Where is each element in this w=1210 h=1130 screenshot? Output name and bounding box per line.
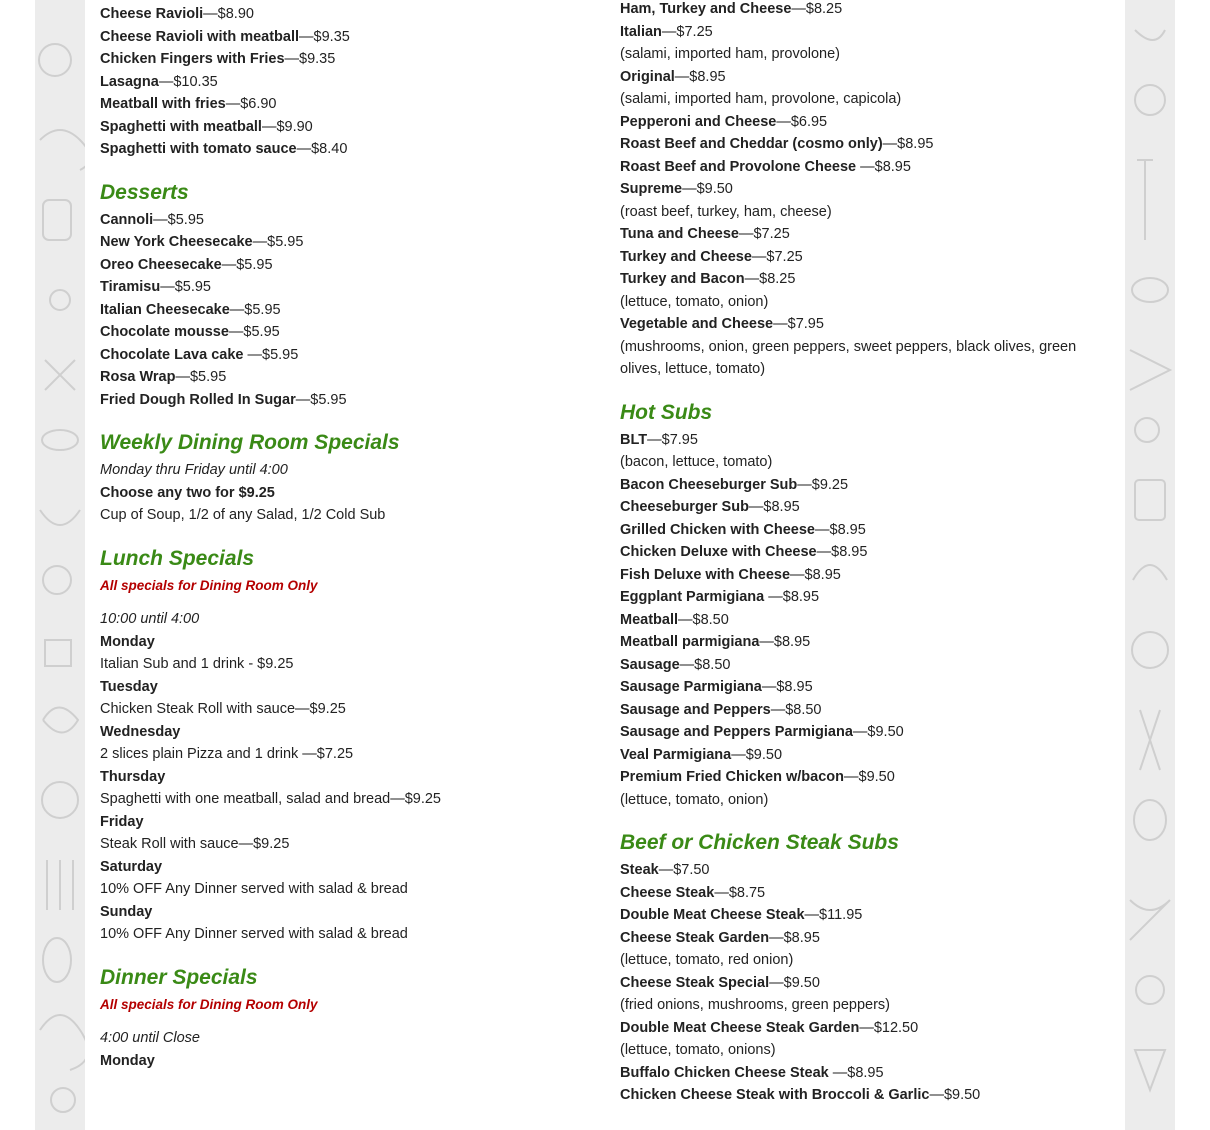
- list-item: Sausage Parmigiana—$8.95: [620, 679, 813, 695]
- weekly-offer: Choose any two for $9.25: [100, 484, 275, 501]
- list-item: Double Meat Cheese Steak—$11.95: [620, 907, 863, 923]
- dining-room-note: All specials for Dining Room Only: [100, 996, 318, 1012]
- list-item: Sausage and Peppers—$8.50: [620, 701, 822, 718]
- list-item: Meatball—$8.50: [620, 611, 729, 628]
- list-item: Oreo Cheesecake—$5.95: [100, 256, 273, 273]
- list-item: Chocolate Lava cake —$5.95: [100, 346, 299, 363]
- kitchen-doodle-pattern-left: [35, 0, 85, 1130]
- day-special: 10% OFF Any Dinner served with salad & bread: [100, 881, 408, 897]
- list-item: Veal Parmigiana—$9.50: [620, 746, 783, 763]
- list-item: Grilled Chicken with Cheese—$8.95: [620, 521, 866, 538]
- list-item: Spaghetti with tomato sauce—$8.40: [100, 141, 348, 157]
- list-item: Bacon Cheeseburger Sub—$9.25: [620, 476, 849, 493]
- lunch-days-list: [100, 631, 600, 946]
- item-description: (roast beef, turkey, ham, cheese): [620, 203, 832, 220]
- list-item: Turkey and Cheese—$7.25: [620, 248, 803, 265]
- item-description: (bacon, lettuce, tomato): [620, 454, 773, 470]
- item-description: (lettuce, tomato, onions): [620, 1042, 776, 1058]
- weekly-detail: Cup of Soup, 1/2 of any Salad, 1/2 Cold Sub: [100, 507, 386, 523]
- list-item: Cannoli—$5.95: [100, 211, 204, 228]
- list-item: Italian—$7.25: [620, 23, 713, 40]
- dining-room-note: All specials for Dining Room Only: [100, 577, 318, 593]
- list-item: Cheese Ravioli—$8.90: [100, 6, 254, 22]
- item-description: (lettuce, tomato, onion): [620, 293, 769, 310]
- list-item: Eggplant Parmigiana —$8.95: [620, 589, 820, 605]
- day-label: Tuesday: [100, 678, 158, 695]
- list-item: Vegetable and Cheese—$7.95: [620, 316, 824, 332]
- list-item: Chicken Cheese Steak with Broccoli & Garlic—$9.50: [620, 1087, 981, 1103]
- list-item: Chicken Fingers with Fries—$9.35: [100, 51, 336, 67]
- list-item: Spaghetti with meatball—$9.90: [100, 118, 313, 135]
- item-description: (mushrooms, onion, green peppers, sweet peppers, black olives, green olives, lettuce, tomato): [620, 338, 1077, 377]
- list-item: Pepperoni and Cheese—$6.95: [620, 113, 828, 130]
- cold-subs-list: [620, 0, 1090, 381]
- item-description: (salami, imported ham, provolone): [620, 46, 841, 62]
- desserts-heading: Desserts: [100, 180, 189, 204]
- list-item: Italian Cheesecake—$5.95: [100, 301, 281, 318]
- item-description: (salami, imported ham, provolone, capicola): [620, 91, 902, 107]
- dinner-hours: 4:00 until Close: [100, 1030, 200, 1046]
- dinner-specials-heading: Dinner Specials: [100, 965, 258, 989]
- day-label: Wednesday: [100, 723, 181, 740]
- doodle-pattern-icon: [1125, 0, 1175, 1130]
- list-item: Cheese Ravioli with meatball—$9.35: [100, 28, 350, 45]
- list-item: Ham, Turkey and Cheese—$8.25: [620, 1, 843, 17]
- day-label: Friday: [100, 813, 144, 830]
- list-item: Original—$8.95: [620, 68, 726, 85]
- lunch-specials-heading: Lunch Specials: [100, 546, 255, 570]
- list-item: New York Cheesecake—$5.95: [100, 234, 304, 250]
- list-item: Chicken Deluxe with Cheese—$8.95: [620, 544, 868, 560]
- day-label: Sunday: [100, 903, 153, 920]
- doodle-pattern-icon: [35, 0, 85, 1130]
- list-item: Buffalo Chicken Cheese Steak —$8.95: [620, 1064, 884, 1081]
- list-item: Fish Deluxe with Cheese—$8.95: [620, 566, 841, 583]
- weekly-specials-heading: Weekly Dining Room Specials: [100, 431, 400, 454]
- day-special: Italian Sub and 1 drink - $9.25: [100, 656, 294, 672]
- day-special: Spaghetti with one meatball, salad and bread—$9.25: [100, 791, 441, 807]
- list-item: Tuna and Cheese—$7.25: [620, 226, 790, 242]
- day-special: 10% OFF Any Dinner served with salad & bread: [100, 926, 408, 942]
- list-item: Cheese Steak Garden—$8.95: [620, 929, 820, 946]
- list-item: Sausage—$8.50: [620, 656, 731, 673]
- list-item: Supreme—$9.50: [620, 181, 733, 197]
- list-item: Chocolate mousse—$5.95: [100, 324, 280, 340]
- list-item: Cheeseburger Sub—$8.95: [620, 499, 800, 515]
- list-item: Cheese Steak Special—$9.50: [620, 974, 820, 991]
- day-special: Steak Roll with sauce—$9.25: [100, 836, 290, 852]
- day-special: 2 slices plain Pizza and 1 drink —$7.25: [100, 746, 354, 762]
- lunch-hours: 10:00 until 4:00: [100, 611, 200, 627]
- list-item: Roast Beef and Cheddar (cosmo only)—$8.95: [620, 136, 934, 152]
- day-label: Monday: [100, 1052, 155, 1069]
- list-item: BLT—$7.95: [620, 431, 698, 448]
- list-item: Roast Beef and Provolone Cheese —$8.95: [620, 158, 911, 175]
- weekly-hours: Monday thru Friday until 4:00: [100, 462, 288, 478]
- menu-left-column: [100, 3, 600, 1072]
- list-item: Steak—$7.50: [620, 862, 710, 878]
- day-label: Monday: [100, 633, 155, 650]
- day-label: Saturday: [100, 858, 163, 875]
- list-item: Fried Dough Rolled In Sugar—$5.95: [100, 391, 347, 408]
- list-item: Cheese Steak—$8.75: [620, 884, 766, 901]
- item-description: (fried onions, mushrooms, green peppers): [620, 997, 890, 1013]
- item-description: (lettuce, tomato, onion): [620, 791, 769, 808]
- steak-subs-list: [620, 859, 1090, 1107]
- list-item: Premium Fried Chicken w/bacon—$9.50: [620, 769, 895, 785]
- menu-right-column: [620, 0, 1090, 1107]
- item-description: (lettuce, tomato, red onion): [620, 952, 794, 968]
- hot-subs-heading: Hot Subs: [620, 400, 713, 424]
- list-item: Rosa Wrap—$5.95: [100, 369, 227, 385]
- list-item: Tiramisu—$5.95: [100, 279, 211, 295]
- hot-subs-list: [620, 429, 1090, 812]
- desserts-list: [100, 209, 600, 412]
- steak-subs-heading: Beef or Chicken Steak Subs: [620, 831, 899, 854]
- list-item: Meatball parmigiana—$8.95: [620, 634, 811, 650]
- day-label: Thursday: [100, 768, 166, 785]
- pasta-list: [100, 3, 600, 161]
- kitchen-doodle-pattern-right: [1125, 0, 1175, 1130]
- list-item: Meatball with fries—$6.90: [100, 96, 277, 112]
- list-item: Lasagna—$10.35: [100, 73, 218, 90]
- list-item: Turkey and Bacon—$8.25: [620, 271, 796, 287]
- list-item: Double Meat Cheese Steak Garden—$12.50: [620, 1019, 919, 1036]
- list-item: Sausage and Peppers Parmigiana—$9.50: [620, 724, 904, 740]
- day-special: Chicken Steak Roll with sauce—$9.25: [100, 701, 346, 717]
